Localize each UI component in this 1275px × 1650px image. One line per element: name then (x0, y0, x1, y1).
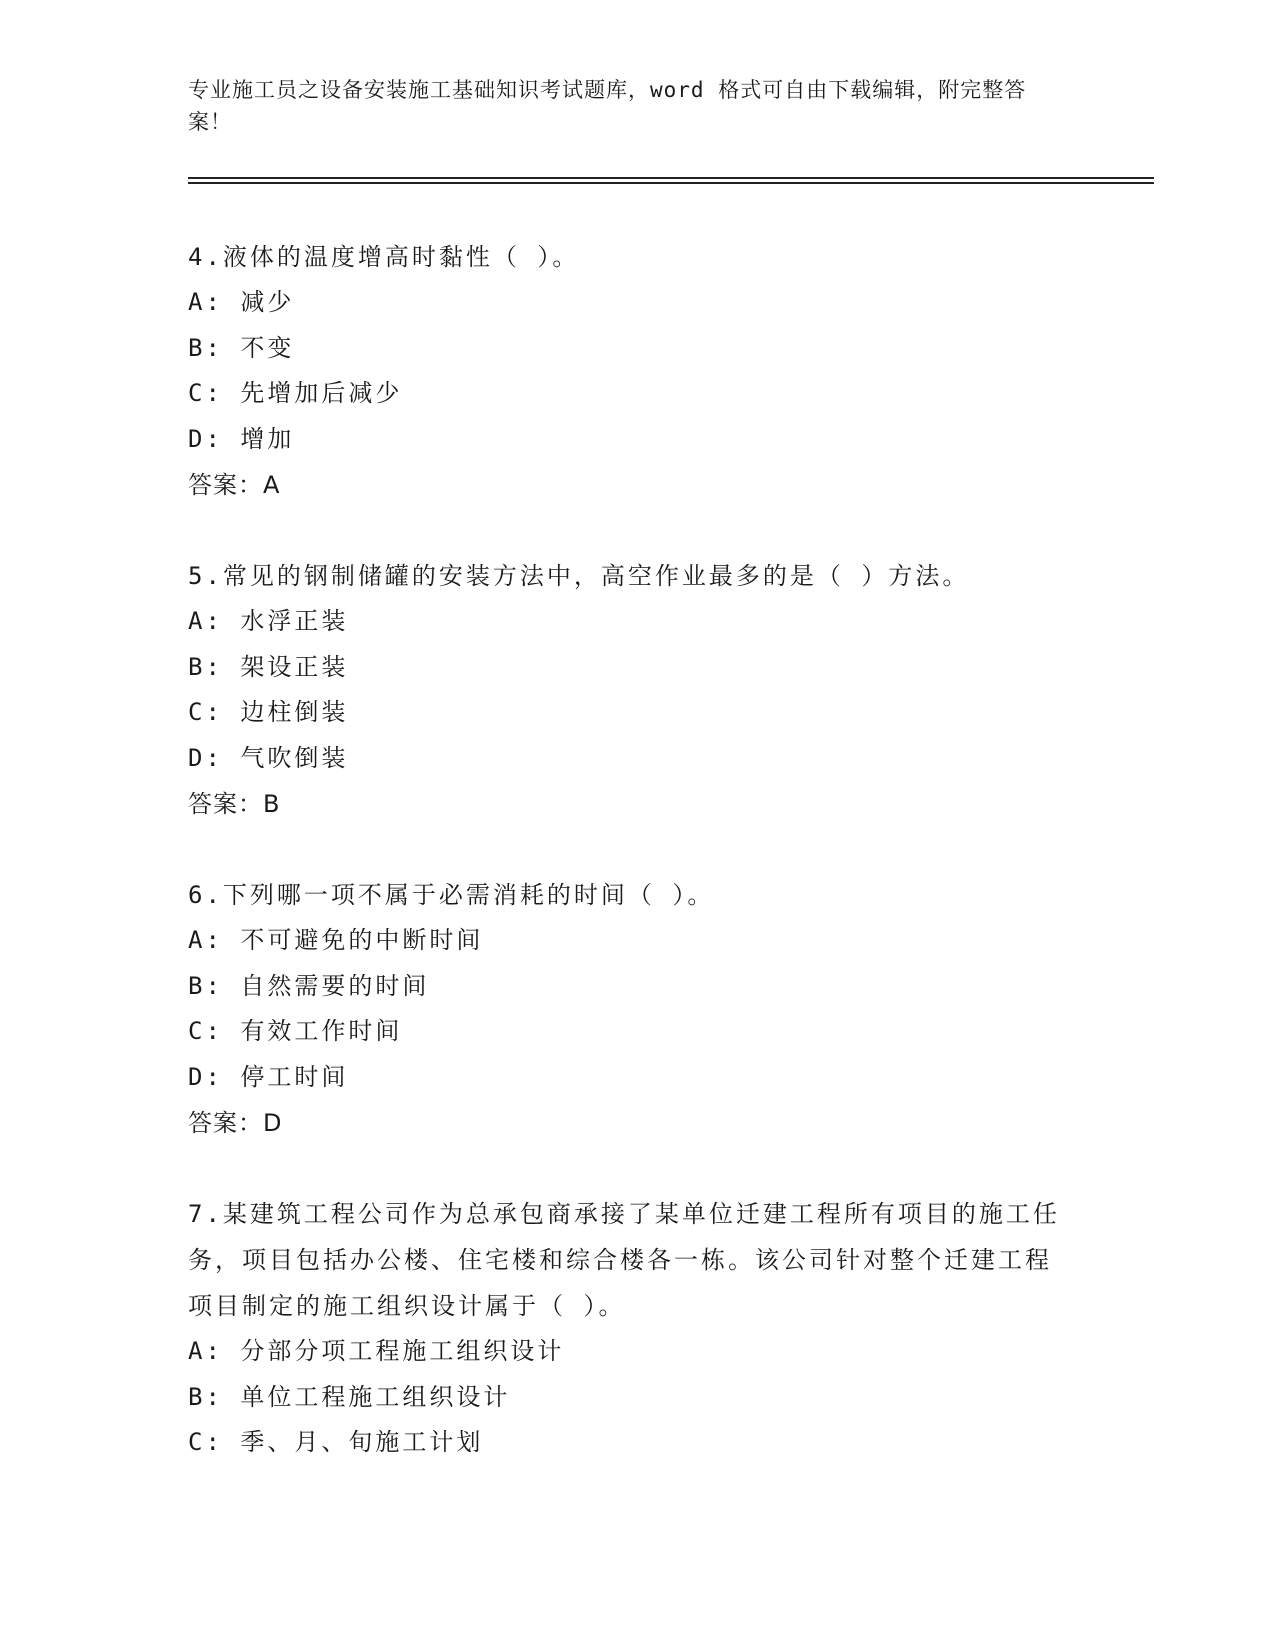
option-a: A: 不可避免的中断时间 (188, 926, 484, 954)
option-b: B: 自然需要的时间 (188, 971, 430, 1000)
option-d: D: 增加 (188, 424, 295, 453)
question-stem: 6.下列哪一项不属于必需消耗的时间（ ）。 (188, 881, 715, 909)
question-stem: 5.常见的钢制储罐的安装方法中，高空作业最多的是（ ）方法。 (188, 562, 970, 590)
option-a: A: 减少 (188, 288, 295, 316)
option-b: B: 单位工程施工组织设计 (188, 1382, 511, 1411)
document-header: 专业施工员之设备安装施工基础知识考试题库，word 格式可自由下载编辑，附完整答案！ (188, 78, 1027, 134)
option-c: C: 边柱倒装 (188, 698, 349, 726)
question-4 (188, 234, 1068, 508)
answer-line: 答案：D (188, 1109, 283, 1137)
option-a: A: 水浮正装 (188, 607, 349, 635)
question-stem: 7.某建筑工程公司作为总承包商承接了某单位迁建工程所有项目的施工任务，项目包括办公楼、住宅楼和综合楼各一栋。该公司针对整个迁建工程项目制定的施工组织设计属于（ ）。 (188, 1200, 1060, 1320)
option-b: B: 不变 (188, 333, 295, 362)
question-stem: 4.液体的温度增高时黏性（ ）。 (188, 243, 580, 271)
header-divider-top (188, 177, 1154, 179)
answer-line: 答案：B (188, 790, 281, 818)
option-a: A: 分部分项工程施工组织设计 (188, 1337, 565, 1365)
answer-line: 答案：A (188, 471, 281, 499)
question-6 (188, 872, 1068, 1146)
option-c: C: 有效工作时间 (188, 1017, 403, 1045)
option-b: B: 架设正装 (188, 652, 349, 681)
question-5 (188, 553, 1068, 827)
option-c: C: 先增加后减少 (188, 379, 403, 407)
option-d: D: 气吹倒装 (188, 743, 349, 772)
option-c: C: 季、月、旬施工计划 (188, 1428, 484, 1456)
header-divider-bottom (188, 182, 1154, 184)
question-7 (188, 1191, 1068, 1466)
option-d: D: 停工时间 (188, 1062, 349, 1091)
